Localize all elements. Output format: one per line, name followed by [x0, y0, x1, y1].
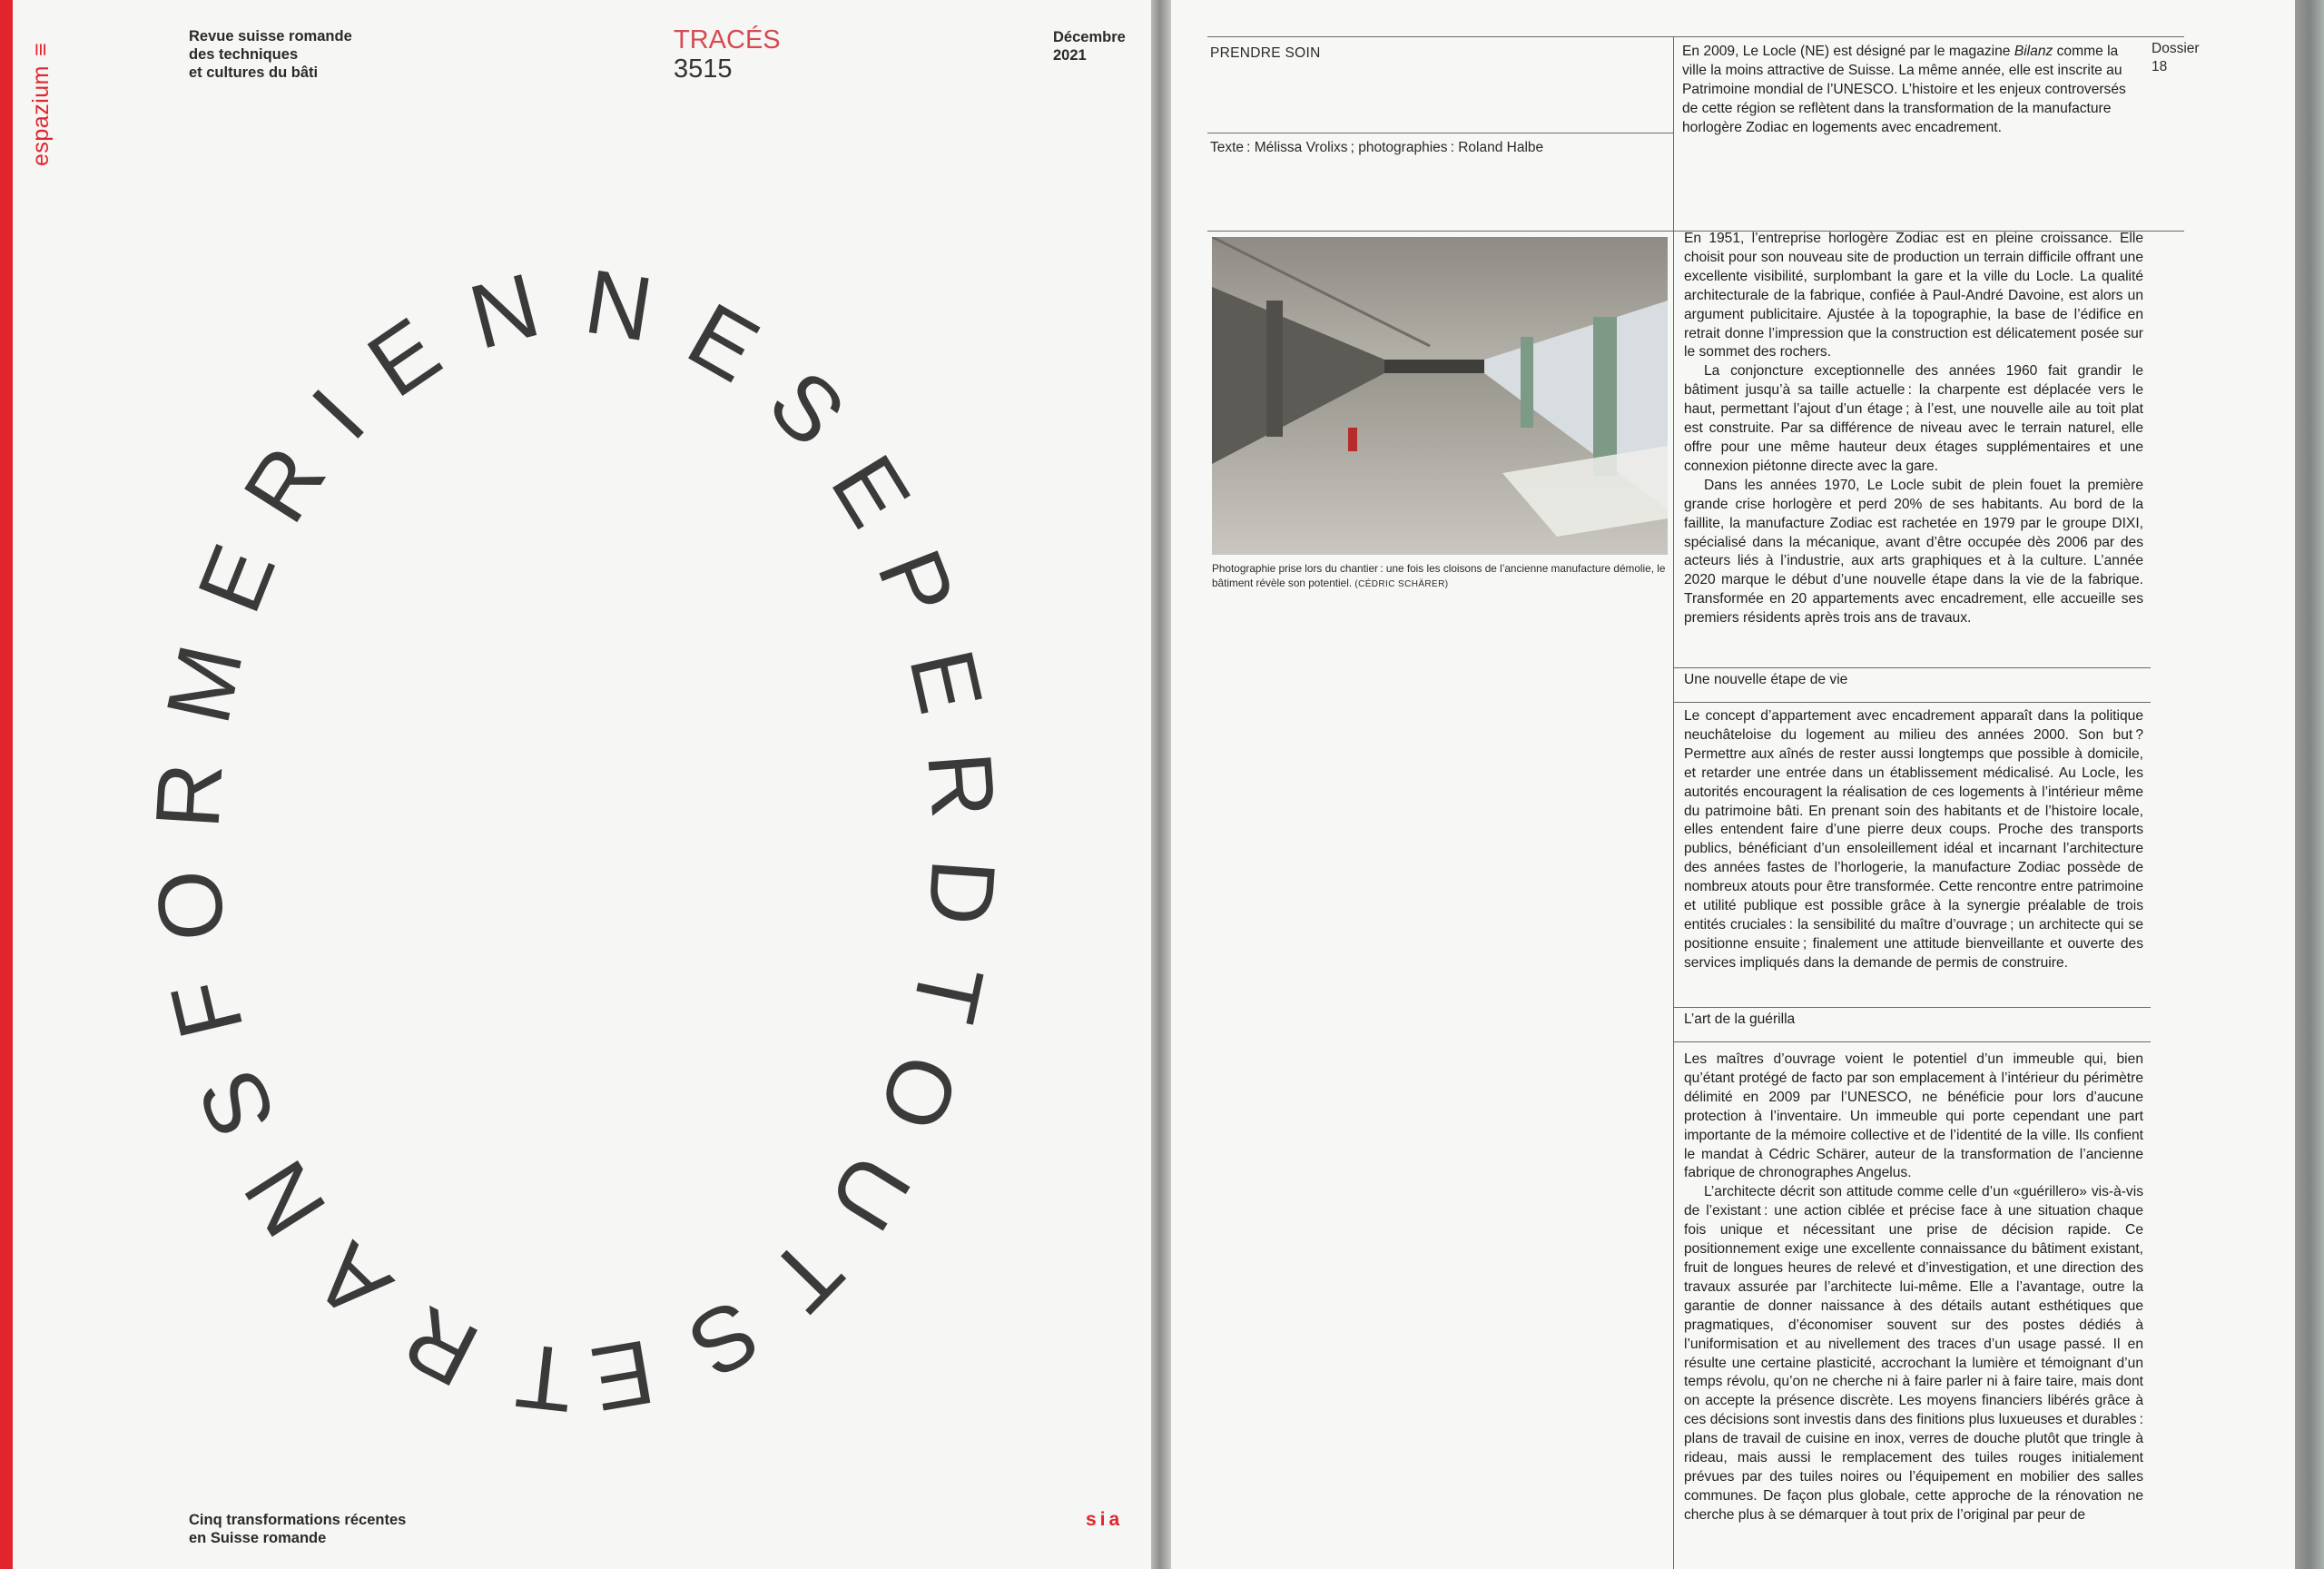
cover-page [0, 0, 1151, 1569]
photo-illustration [1212, 237, 1668, 555]
circular-title-text: TRANSFORMERIENNESEPERDTOUTSE [136, 250, 1015, 1432]
lead-text: En 2009, Le Locle (NE) est désigné par le magazine [1682, 44, 2014, 59]
footer-line: en Suisse romande [189, 1530, 327, 1546]
section-label: Dossier [2152, 41, 2200, 56]
article-credits: Texte : Mélissa Vrolixs ; photographies : Roland Halbe [1210, 140, 1544, 155]
body-paragraph: La conjoncture exceptionnelle des années 1960 fait grandir le bâtiment jusqu’à sa taille actuelle : la charpente est déplacée vers le haut, permettant l’ajout d’un étage ; à l’est, une nouvelle aile au toit plat est construite. Par sa différence de niveau avec le terrain naturel, elle offre pour une même hauteur deux étages supplémentaires et une connexion piétonne directe avec la gare. [1684, 363, 2143, 474]
intro-text-block [1684, 230, 2143, 628]
brand-name: espazium [28, 65, 54, 166]
section-1-text-block [1684, 707, 2143, 973]
subhead-rule [1673, 667, 2151, 668]
issue-year: 2021 [1053, 47, 1087, 64]
photo-credit: (CÉDRIC SCHÄRER) [1354, 579, 1449, 589]
article-rubric: PRENDRE SOIN [1210, 45, 1321, 61]
footer-line: Cinq transformations récentes [189, 1512, 407, 1528]
article-page [1171, 0, 2295, 1569]
body-paragraph: Dans les années 1970, Le Locle subit de plein fouet la première grande crise horlogère et perd 20% de ses habitants. Au bord de la faillite, la manufacture Zodiac est rachetée en 1979 par le groupe DIXI, spécialisé dans la mécanique, avant d’être occupée dès 2006 par des acteurs liés à l’industrie, aux arts graphiques et à la culture. L’année 2020 marque le début d’une nouvelle étape dans la vie de la fabrique. Transformée en 20 appartements avec encadrement, elle accueille ses premiers résidents après trois ans de travaux. [1684, 477, 2143, 627]
next-page-edge [2295, 0, 2324, 1569]
subhead-nouvelle-etape: Une nouvelle étape de vie [1684, 672, 1848, 687]
lead-text: comme la ville la moins attractive de Suisse. La même année, elle est inscrite au Patrimoine mondial de l’UNESCO. L’histoire et les enjeux controversés de cette région se reflètent dans la transformation de la manufacture horlogère Zodiac en logements avec encadrement. [1682, 44, 2126, 135]
column-divider [1673, 231, 1674, 1569]
issue-month: Décembre [1053, 29, 1126, 45]
circular-title [0, 0, 1151, 1569]
top-rule [1207, 36, 2184, 37]
cover-footer [189, 1511, 406, 1547]
header-divider [1673, 36, 1674, 231]
lead-magazine-name: Bilanz [2014, 44, 2053, 59]
tagline-line: Revue suisse romande [189, 28, 352, 44]
page-folio [2152, 40, 2200, 76]
construction-site-photo [1212, 237, 1668, 555]
page-number: 18 [2152, 59, 2168, 74]
photo-caption [1212, 561, 1668, 592]
caption-text: Photographie prise lors du chantier : une fois les cloisons de l’ancienne manufacture démolie, le bâtiment révèle son potentiel. [1212, 562, 1666, 589]
tagline-line: et cultures du bâti [189, 64, 319, 81]
body-paragraph: L’architecte décrit son attitude comme celle d’un «guérillero» vis-à-vis de l’existant : une action ciblée et précise face à une situation chaque fois unique et nécessitant une prise de décision rapide. Ce positionnement exige une excellente connaissance du bâtiment existant, fruit de longues heures de relevé et d’investigation, et une direction des travaux assurée par l’architecte lui-même. Elle a l’avantage, outre la garantie de donner naissance à des détails autant esthétiques que pragmatiques, d’économiser souvent sur des postes dédiés à l’uniformisation et au nivellement des traces d’un usage passé. Il en résulte une certaine plasticité, accrochant la lumière et témoignant d’un temps révolu, qu’on ne cherche ni à faire parler ni à faire taire, mais dont on accepte la présence discrète. Les moyens financiers libérés grâce à ces décisions sont investis dans des finitions plus luxueuses et durables : plans de travail de cuisine en inox, verres de douche plutôt que tringle à rideau, mais aussi le remplacement des tuiles rouges initialement prévues par des tuiles noires ou l’équipement en mobilier des salles communes. De façon plus globale, cette approche de la rénovation ne cherche plus à se démarquer à tout prix de l’original par peur de [1684, 1184, 2143, 1523]
article-lead [1682, 42, 2143, 137]
subhead-rule [1673, 1007, 2151, 1008]
subhead-guerilla: L’art de la guérilla [1684, 1011, 1796, 1027]
sia-logo: sia [1086, 1509, 1124, 1530]
tagline-line: des techniques [189, 46, 299, 63]
brand-mark-icon: ≡ [28, 42, 54, 56]
book-gutter [1151, 0, 1171, 1569]
issue-number: 3515 [674, 54, 733, 84]
section-2-text-block [1684, 1051, 2143, 1525]
body-paragraph: En 1951, l’entreprise horlogère Zodiac est en pleine croissance. Elle choisit pour son nouveau site de production un terrain difficile offrant une excellente visibilité, surplombant la gare et la ville du Locle. La qualité architecturale de la fabrique, confiée à Paul-André Davoine, est alors un argument publicitaire. Ajustée à la topographie, la base de l’édifice en retrait donne l’impression que la construction est délicatement posée sur le sommet des rochers. [1684, 231, 2143, 360]
magazine-title: TRACÉS [674, 25, 781, 54]
subhead-rule [1673, 1041, 2151, 1042]
body-paragraph: Les maîtres d’ouvrage voient le potentiel d’un immeuble qui, bien qu’étant protégé de facto par son emplacement à l’intérieur du périmètre délimité en 2009 par l’UNESCO, ne bénéficie pour lors d’aucune protection à l’inventaire. Un immeuble qui porte cependant une part importante de la mémoire collective et de l’identité de la ville. Ils confient le mandat à Cédric Schärer, auteur de la transformation de l’ancienne fabrique de chronographes Angelus. [1684, 1051, 2143, 1181]
subhead-rule [1673, 702, 2151, 703]
body-paragraph: Le concept d’appartement avec encadrement apparaît dans la politique neuchâteloise du logement au milieu des années 2000. Son but ? Permettre aux aînés de rester aussi longtemps que possible à domicile, et retarder une entrée dans un établissement médicalisé. Au Locle, les autorités encouragent la réalisation de ces logements à l’intérieur même du patrimoine bâti. En prenant soin des habitants et de l’histoire locale, elles entendent faire d’une pierre deux coups. Proche des transports publics, bénéficiant d’un ensoleillement idéal et incarnant l’architecture des années fastes de l’horlogerie, la manufacture Zodiac possède de nombreux atouts pour être transformée. Cette rencontre entre patrimoine et utilité publique est possible grâce à la synergie préalable de trois entités cruciales : la sensibilité du maître d’ouvrage ; un architecte qui se positionne ensuite ; finalement une attitude bienveillante et ouverte des services impliqués dans la demande de permis de construire. [1684, 708, 2143, 971]
